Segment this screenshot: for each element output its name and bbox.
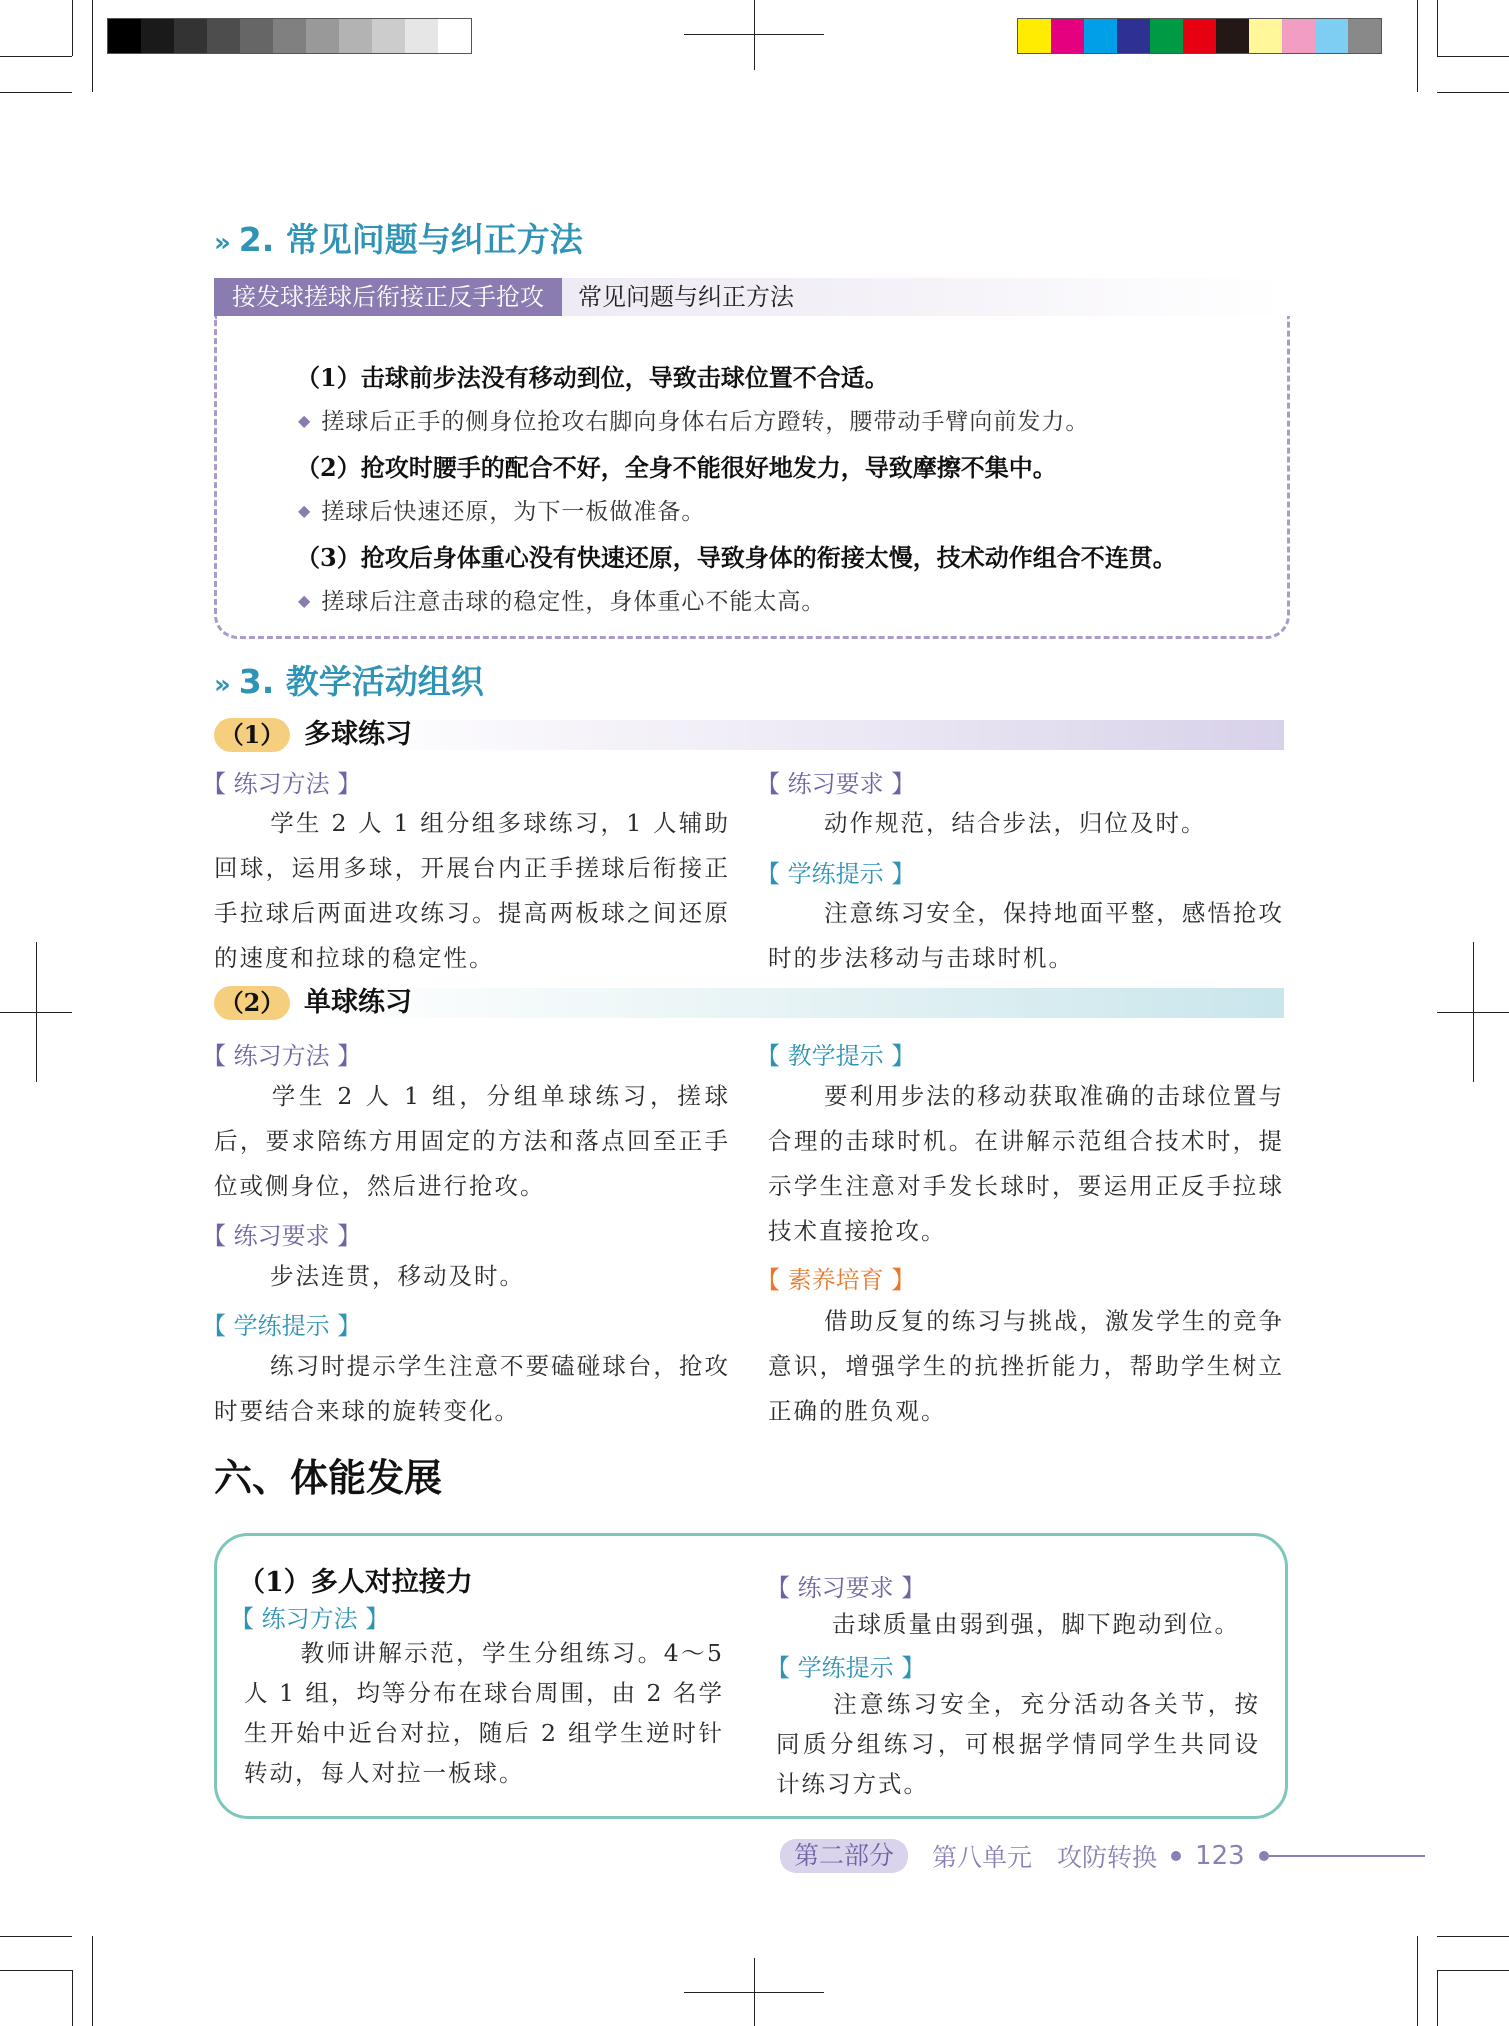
dot-icon [1171,1851,1181,1861]
fix-text: 搓球后快速还原，为下一板做准备。 [321,499,706,525]
chevron-icon: » [214,228,229,258]
teaching-tip-label: 【 教学提示 】 [756,1042,916,1070]
fitness-title: （1）多人对拉接力 [238,1567,473,1598]
study-tip-text: 注意练习安全，保持地面平整，感悟抢攻时的步法移动与击球时机。 [768,899,1284,972]
page-number: 123 [1195,1841,1245,1871]
requirement-text: 击球质量由弱到强，脚下跑动到位。 [832,1610,1240,1638]
study-tip-label: 【 学练提示 】 [202,1312,362,1340]
diamond-bullet-icon: ◆ [298,501,312,520]
requirement-text: 动作规范，结合步法，归位及时。 [824,809,1207,837]
literacy-label: 【 素养培育 】 [756,1266,916,1294]
grayscale-calibration-bar [107,18,472,54]
problem-item: （2）抢攻时腰手的配合不好，全身不能很好地发力，导致摩擦不集中。 [296,453,1057,482]
drill-2-title: 单球练习 [304,987,412,1018]
requirement-label: 【 练习要求 】 [756,770,916,798]
problem-table-banner [214,278,1284,316]
method-label: 【 练习方法 】 [202,770,362,798]
drill-2-number: （2） [214,986,290,1020]
dot-icon [1259,1851,1269,1861]
footer-rule [1269,1855,1425,1857]
fix-item [298,583,825,616]
fix-text: 搓球后注意击球的稳定性，身体重心不能太高。 [321,589,826,615]
literacy-text: 借助反复的练习与挑战，激发学生的竞争意识，增强学生的抗挫折能力，帮助学生树立正确的胜负观。 [768,1307,1284,1425]
requirement-label: 【 练习要求 】 [766,1574,926,1602]
drill-1-number: （1） [214,718,290,752]
fix-text: 搓球后正手的侧身位抢攻右脚向身体右后方蹬转，腰带动手臂向前发力。 [321,409,1090,435]
problem-item: （3）抢攻后身体重心没有快速还原，导致身体的衔接太慢，技术动作组合不连贯。 [296,543,1177,572]
requirement-text: 步法连贯，移动及时。 [270,1262,525,1290]
study-tip-text: 练习时提示学生注意不要磕碰球台，抢攻时要结合来球的旋转变化。 [214,1352,730,1425]
footer-part: 第二部分 [780,1839,908,1873]
section-2-heading [214,214,583,261]
table-title: 常见问题与纠正方法 [578,283,794,311]
study-tip-label: 【 学练提示 】 [756,860,916,888]
chevron-icon: » [214,670,229,700]
problem-item: （1）击球前步法没有移动到位，导致击球位置不合适。 [296,363,889,392]
method-text: 教师讲解示范，学生分组练习。4～5 人 1 组，均等分布在球台周围，由 2 名学生开始中近台对拉，随后 2 组学生逆时针转动，每人对拉一板球。 [244,1639,724,1787]
study-tip-label: 【 学练提示 】 [766,1654,926,1682]
section-3-title: 3. 教学活动组织 [238,662,484,701]
fix-item [298,493,705,526]
page-footer [780,1836,1425,1876]
fix-item [298,403,1089,436]
method-text: 学生 2 人 1 组分组多球练习，1 人辅助回球，运用多球，开展台内正手搓球后衔接正手拉球后两面进攻练习。提高两板球之间还原的速度和拉球的稳定性。 [214,809,730,972]
diamond-bullet-icon: ◆ [298,591,312,610]
footer-unit: 第八单元 攻防转换 [932,1843,1158,1872]
section-3-heading [214,656,484,703]
teaching-tip-text: 要利用步法的移动获取准确的击球位置与合理的击球时机。在讲解示范组合技术时，提示学生注意对手发长球时，要运用正反手拉球技术直接抢攻。 [768,1082,1284,1245]
diamond-bullet-icon: ◆ [298,411,312,430]
study-tip-text: 注意练习安全，充分活动各关节，按同质分组练习，可根据学情同学生共同设计练习方式。 [776,1690,1260,1798]
method-label: 【 练习方法 】 [230,1605,390,1633]
section-2-title: 2. 常见问题与纠正方法 [238,220,583,259]
table-tag: 接发球搓球后衔接正反手抢攻 [214,278,562,316]
color-calibration-bar [1017,18,1382,54]
section-6-heading: 六、体能发展 [214,1455,443,1500]
requirement-label: 【 练习要求 】 [202,1222,362,1250]
drill-1-title: 多球练习 [304,719,412,750]
method-label: 【 练习方法 】 [202,1042,362,1070]
drill-1-header [214,718,1284,752]
drill-2-header [214,986,1284,1020]
method-text: 学生 2 人 1 组，分组单球练习，搓球后，要求陪练方用固定的方法和落点回至正手位或侧身位，然后进行抢攻。 [214,1082,730,1200]
